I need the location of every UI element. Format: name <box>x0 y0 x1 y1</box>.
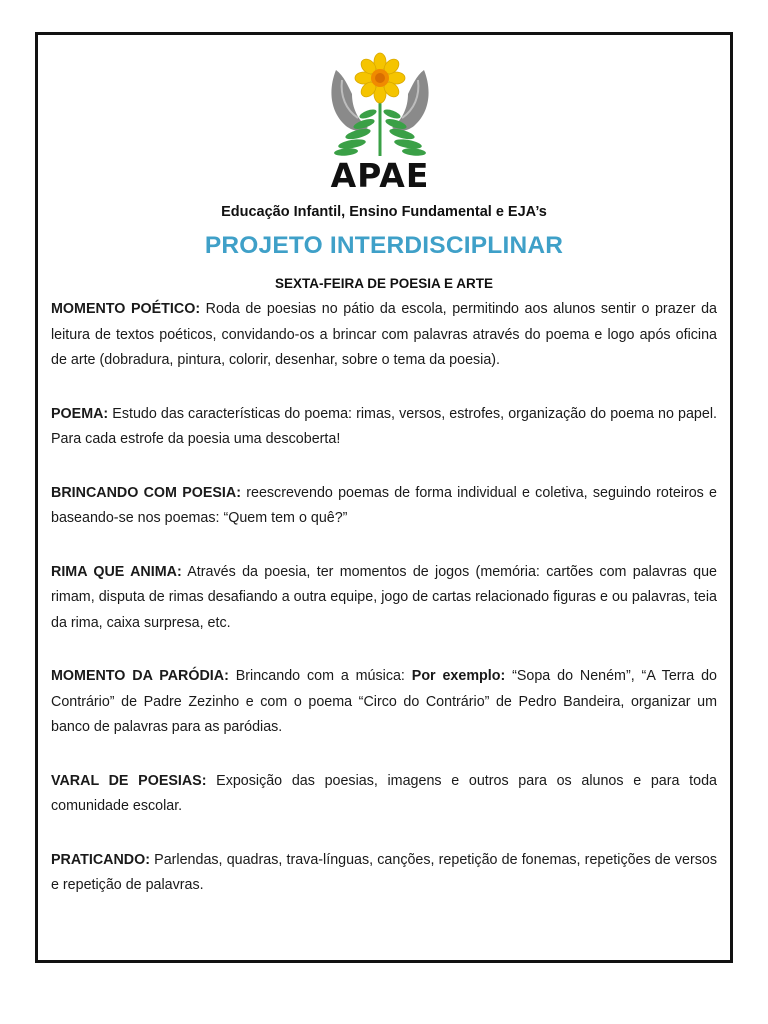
paragraph-heading: RIMA QUE ANIMA: <box>51 563 182 580</box>
paragraph-rima-que-anima <box>51 560 717 637</box>
paragraph-heading: MOMENTO POÉTICO: <box>51 301 201 317</box>
paragraph-text: Roda de poesias no pátio da escola, permitindo aos alunos sentir o prazer da leitura de textos poéticos, convidando-os a brincar com palavras através do poema e logo após oficina de arte (dobradura, pintura, colorir, desenhar, sobre o tema da poesia). <box>51 301 717 368</box>
paragraph-heading: PRATICANDO: <box>51 851 151 868</box>
document-subtitle: Educação Infantil, Ensino Fundamental e EJA’s <box>221 204 547 220</box>
logo-wordmark: APAE <box>330 156 430 195</box>
paragraph-emphasis: Por exemplo: <box>411 668 506 684</box>
paragraph-text: Estudo das características do poema: rimas, versos, estrofes, organização do poema no papel. Para cada estrofe da poesia uma descoberta! <box>51 405 717 447</box>
paragraph-brincando-com-poesia <box>51 481 717 532</box>
paragraph-text: “Sopa do Neném”, “A Terra do Contrário” de Padre Zezinho e com o poema “Circo do Contrário” de Pedro Bandeira, organizar um banco de palavras para as paródias. <box>51 668 718 735</box>
section-title: SEXTA-FEIRA DE POESIA E ARTE <box>274 276 494 291</box>
paragraph-text: Exposição das poesias, imagens e outros para os alunos e para toda comunidade escolar. <box>51 772 717 814</box>
paragraph-heading: POEMA: <box>51 405 109 422</box>
paragraph-text: Brincando com a música: <box>228 668 412 684</box>
paragraph-momento-da-parodia <box>51 664 717 741</box>
paragraph-text: reescrevendo poemas de forma individual e coletiva, seguindo roteiros e baseando-se nos poemas: “Quem tem o quê?” <box>51 484 718 526</box>
paragraph-praticando <box>51 848 717 899</box>
paragraph-text: Parlendas, quadras, trava-línguas, canções, repetição de fonemas, repetições de versos e repetição de palavras. <box>51 851 717 893</box>
paragraph-varal-de-poesias <box>51 769 717 820</box>
paragraph-poema <box>51 402 717 453</box>
document-body <box>51 297 717 927</box>
paragraph-heading: VARAL DE POESIAS: <box>51 772 207 789</box>
document-title: PROJETO INTERDISCIPLINAR <box>204 232 564 259</box>
paragraph-heading: MOMENTO DA PARÓDIA: <box>51 668 229 684</box>
paragraph-heading: BRINCANDO COM POESIA: <box>51 484 241 501</box>
paragraph-momento-poetico <box>51 297 717 374</box>
paragraph-text: Através da poesia, ter momentos de jogos (memória: cartões com palavras que rimam, disputa de rimas desafiando a outra equipe, jogo de cartas relacionado figuras e ou palavras, teia da rima, caixa surpresa, etc. <box>51 563 717 631</box>
